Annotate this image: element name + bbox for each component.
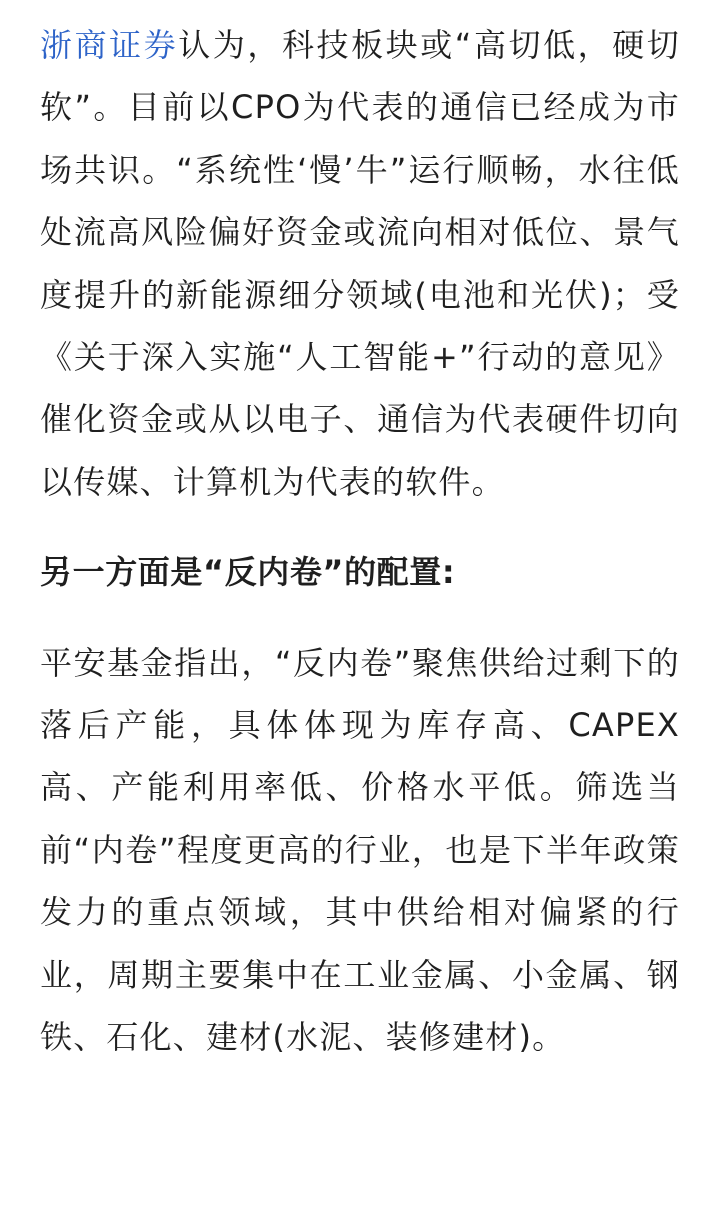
paragraph-anti-involution: 平安基金指出，“反内卷”聚焦供给过剩下的落后产能，具体体现为库存高、CAPEX高、产能利用率低、价格水平低。筛选当前“内卷”程度更高的行业，也是下半年政策发力的重点领域，其中供给相对偏紧的行业，周期主要集中在工业金属、小金属、钢铁、石化、建材(水泥、装修建材)。 bbox=[40, 643, 680, 1057]
paragraph-tech-rotation bbox=[40, 14, 680, 513]
section-heading-anti-involution: 另一方面是“反内卷”的配置: bbox=[40, 553, 456, 592]
zheshang-securities-link[interactable]: 浙商证券 bbox=[40, 26, 179, 64]
paragraph-tech-rotation-text: 认为，科技板块或“高切低，硬切软”。目前以CPO为代表的通信已经成为市场共识。“系统性‘慢’牛”运行顺畅，水往低处流高风险偏好资金或流向相对低位、景气度提升的新能源细分领域(电池和光伏)；受《关于深入实施“人工智能+”行动的意见》催化资金或从以电子、通信为代表硬件切向以传媒、计算机为代表的软件。 bbox=[40, 26, 680, 501]
